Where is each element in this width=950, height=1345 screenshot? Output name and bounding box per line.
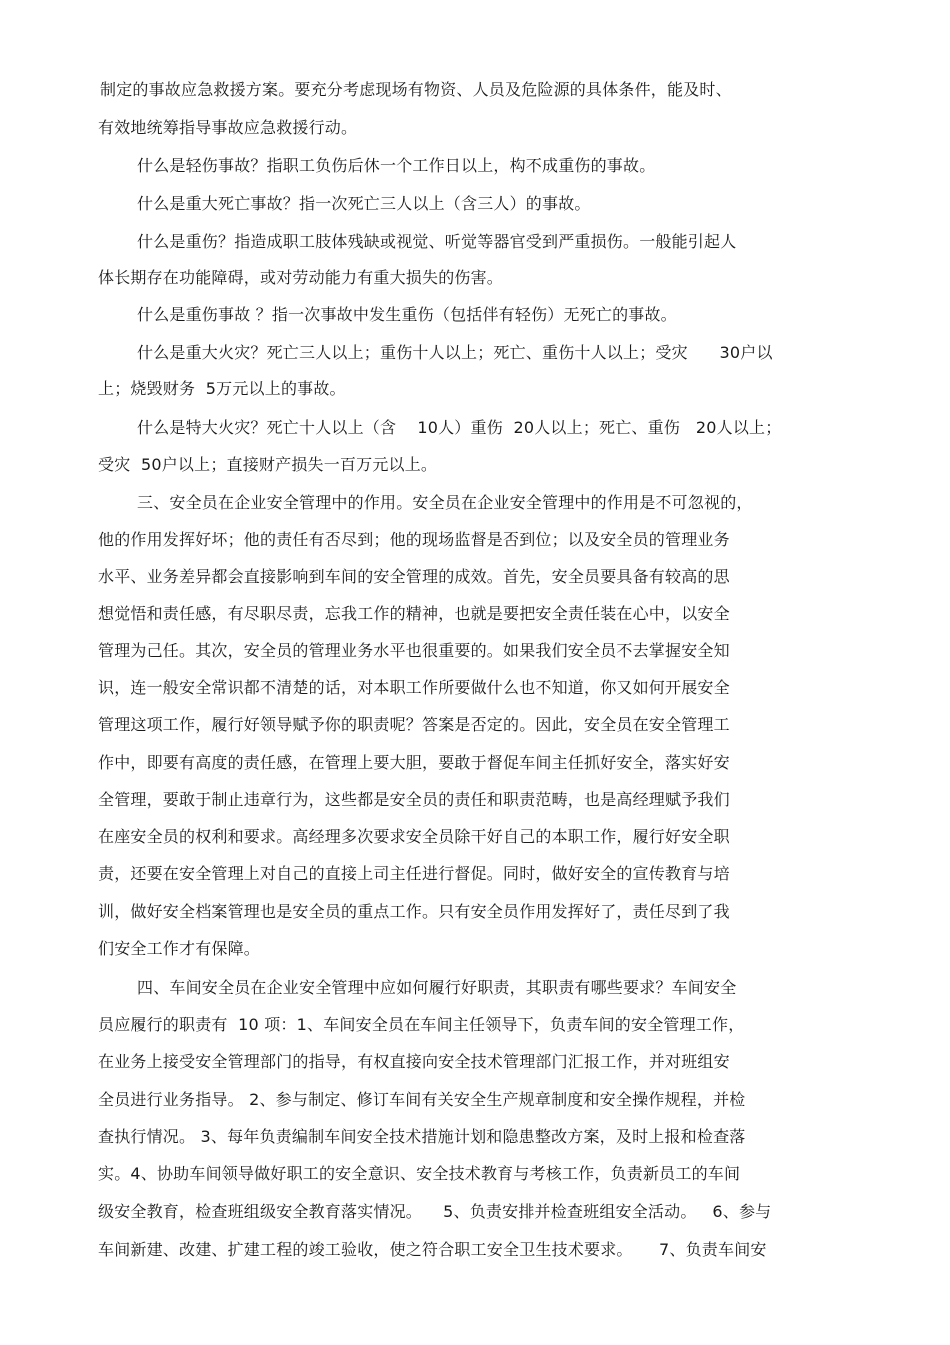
text-line: 训，做好安全档案管理也是安全员的重点工作。只有安全员作用发挥好了，责任尽到了我	[98, 902, 730, 921]
text-line: 制定的事故应急救援方案。要充分考虑现场有物资、人员及危险源的具体条件，能及时、	[100, 80, 732, 99]
text-line: 查执行情况。 3、每年负责编制车间安全技术措施计划和隐患整改方案，及时上报和检查落	[98, 1127, 746, 1146]
text-line: 水平、业务差异都会直接影响到车间的安全管理的成效。首先，安全员要具备有较高的思	[98, 567, 730, 586]
text-line: 什么是重大火灾？死亡三人以上；重伤十人以上；死亡、重伤十人以上；受灾 30户以	[137, 343, 773, 362]
text-line: 有效地统筹指导事故应急救援行动。	[98, 118, 358, 137]
text-line: 车间新建、改建、扩建工程的竣工验收，使之符合职工安全卫生技术要求。 7、负责车间安	[98, 1240, 767, 1259]
text-line: 什么是特大火灾？死亡十人以上（含 10人）重伤 20人以上；死亡、重伤 20人以上；	[137, 418, 782, 437]
text-line: 体长期存在功能障碍，或对劳动能力有重大损失的伤害。	[98, 268, 504, 287]
text-line: 三、安全员在企业安全管理中的作用。安全员在企业安全管理中的作用是不可忽视的，	[137, 493, 753, 512]
text-line: 什么是重大死亡事故？指一次死亡三人以上（含三人）的事故。	[137, 194, 591, 213]
text-line: 全员进行业务指导。 2、参与制定、修订车间有关安全生产规章制度和安全操作规程，并检	[98, 1090, 746, 1109]
text-line: 管理为己任。其次，安全员的管理业务水平也很重要的。如果我们安全员不去掌握安全知	[98, 641, 730, 660]
text-line: 作中，即要有高度的责任感，在管理上要大胆，要敢于督促车间主任抓好安全，落实好安	[98, 753, 730, 772]
text-line: 什么是重伤？指造成职工肢体残缺或视觉、听觉等器官受到严重损伤。一般能引起人	[137, 232, 737, 251]
text-line: 实。4、协助车间领导做好职工的安全意识、安全技术教育与考核工作，负责新员工的车间	[98, 1164, 741, 1183]
text-line: 受灾 50户以上；直接财产损失一百万元以上。	[98, 455, 438, 474]
text-line: 什么是轻伤事故？指职工负伤后休一个工作日以上，构不成重伤的事故。	[137, 156, 656, 175]
text-line: 员应履行的职责有 10 项：1、车间安全员在车间主任领导下，负责车间的安全管理工作，	[98, 1015, 745, 1034]
text-line: 他的作用发挥好坏；他的责任有否尽到；他的现场监督是否到位；以及安全员的管理业务	[98, 530, 730, 549]
text-line: 在业务上接受安全管理部门的指导，有权直接向安全技术管理部门汇报工作，并对班组安	[98, 1052, 730, 1071]
text-line: 级安全教育，检查班组级安全教育落实情况。 5、负责安排并检查班组安全活动。 6、参与	[98, 1202, 772, 1221]
text-line: 想觉悟和责任感，有尽职尽责，忘我工作的精神，也就是要把安全责任装在心中，以安全	[98, 604, 730, 623]
text-line: 全管理，要敢于制止违章行为，这些都是安全员的责任和职责范畴，也是高经理赋予我们	[98, 790, 730, 809]
text-line: 上；烧毁财务 5万元以上的事故。	[98, 379, 346, 398]
text-line: 什么是重伤事故 ？指一次事故中发生重伤（包括伴有轻伤）无死亡的事故。	[137, 305, 677, 324]
text-line: 责，还要在安全管理上对自己的直接上司主任进行督促。同时，做好安全的宣传教育与培	[98, 864, 730, 883]
text-line: 们安全工作才有保障。	[98, 939, 261, 958]
text-line: 四、车间安全员在企业安全管理中应如何履行好职责，其职责有哪些要求？车间安全	[137, 978, 737, 997]
text-line: 在座安全员的权利和要求。高经理多次要求安全员除干好自己的本职工作，履行好安全职	[98, 827, 730, 846]
text-line: 管理这项工作，履行好领导赋予你的职责呢？答案是否定的。因此，安全员在安全管理工	[98, 715, 730, 734]
text-line: 识，连一般安全常识都不清楚的话，对本职工作所要做什么也不知道，你又如何开展安全	[98, 678, 730, 697]
